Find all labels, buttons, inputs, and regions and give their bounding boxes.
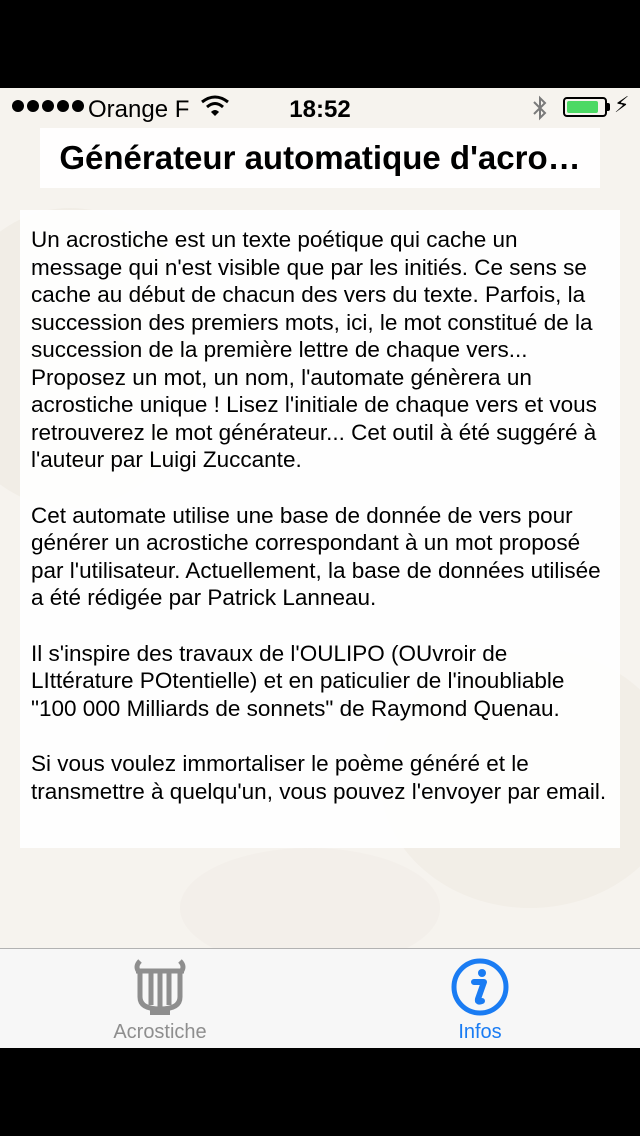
carrier-name: Orange F [88,96,190,123]
info-icon [450,957,510,1017]
battery-tip [607,103,610,111]
status-time: 18:52 [289,96,351,123]
page-title: Générateur automatique d'acro… [59,139,581,176]
tab-infos[interactable] [320,949,640,1048]
tab-label: Acrostiche [113,1021,207,1043]
battery-level [567,101,598,113]
lyre-icon [132,957,188,1017]
tab-bar [0,948,640,1048]
battery-icon [563,97,607,117]
info-paragraph: Si vous voulez immortaliser le poème généré et le transmettre à quelqu'un, vous pouvez l'envoyer par email. [31,751,607,804]
charging-icon: ⚡ [614,92,630,117]
info-paragraph: Il s'inspire des travaux de l'OULIPO (OUvroir de LIttérature POtentielle) et en paticulier de l'inoubliable "100 000 Milliards de sonnets" de Raymond Quenau. [31,640,565,721]
app-screen [0,88,640,1048]
status-bar [0,88,640,128]
tab-acrostiche[interactable] [0,949,320,1048]
info-paragraph: Un acrostiche est un texte poétique qui cache un message qui n'est visible que par les initiés. Ce sens se cache au début de chacun des vers du texte. Parfois, la succession des premiers mots, ici, le mot constitué de la succession de la première lettre de chaque vers... Proposez un mot, un nom, l'automate génèrera un acrostiche unique ! Lisez l'initiale de chaque vers et vous retrouverez le mot générateur... Cet outil à été suggéré à l'auteur par Luigi Zuccante. [31,227,597,472]
tab-label: Infos [458,1021,502,1043]
info-paragraph: Cet automate utilise une base de donnée de vers pour générer un acrostiche correspondant à un mot proposé par l'utilisateur. Actuellement, la base de données utilisée a été rédigée par Patrick Lanneau. [31,502,601,610]
bluetooth-icon [530,94,550,122]
info-text-panel [20,210,620,848]
title-bar [40,128,600,188]
